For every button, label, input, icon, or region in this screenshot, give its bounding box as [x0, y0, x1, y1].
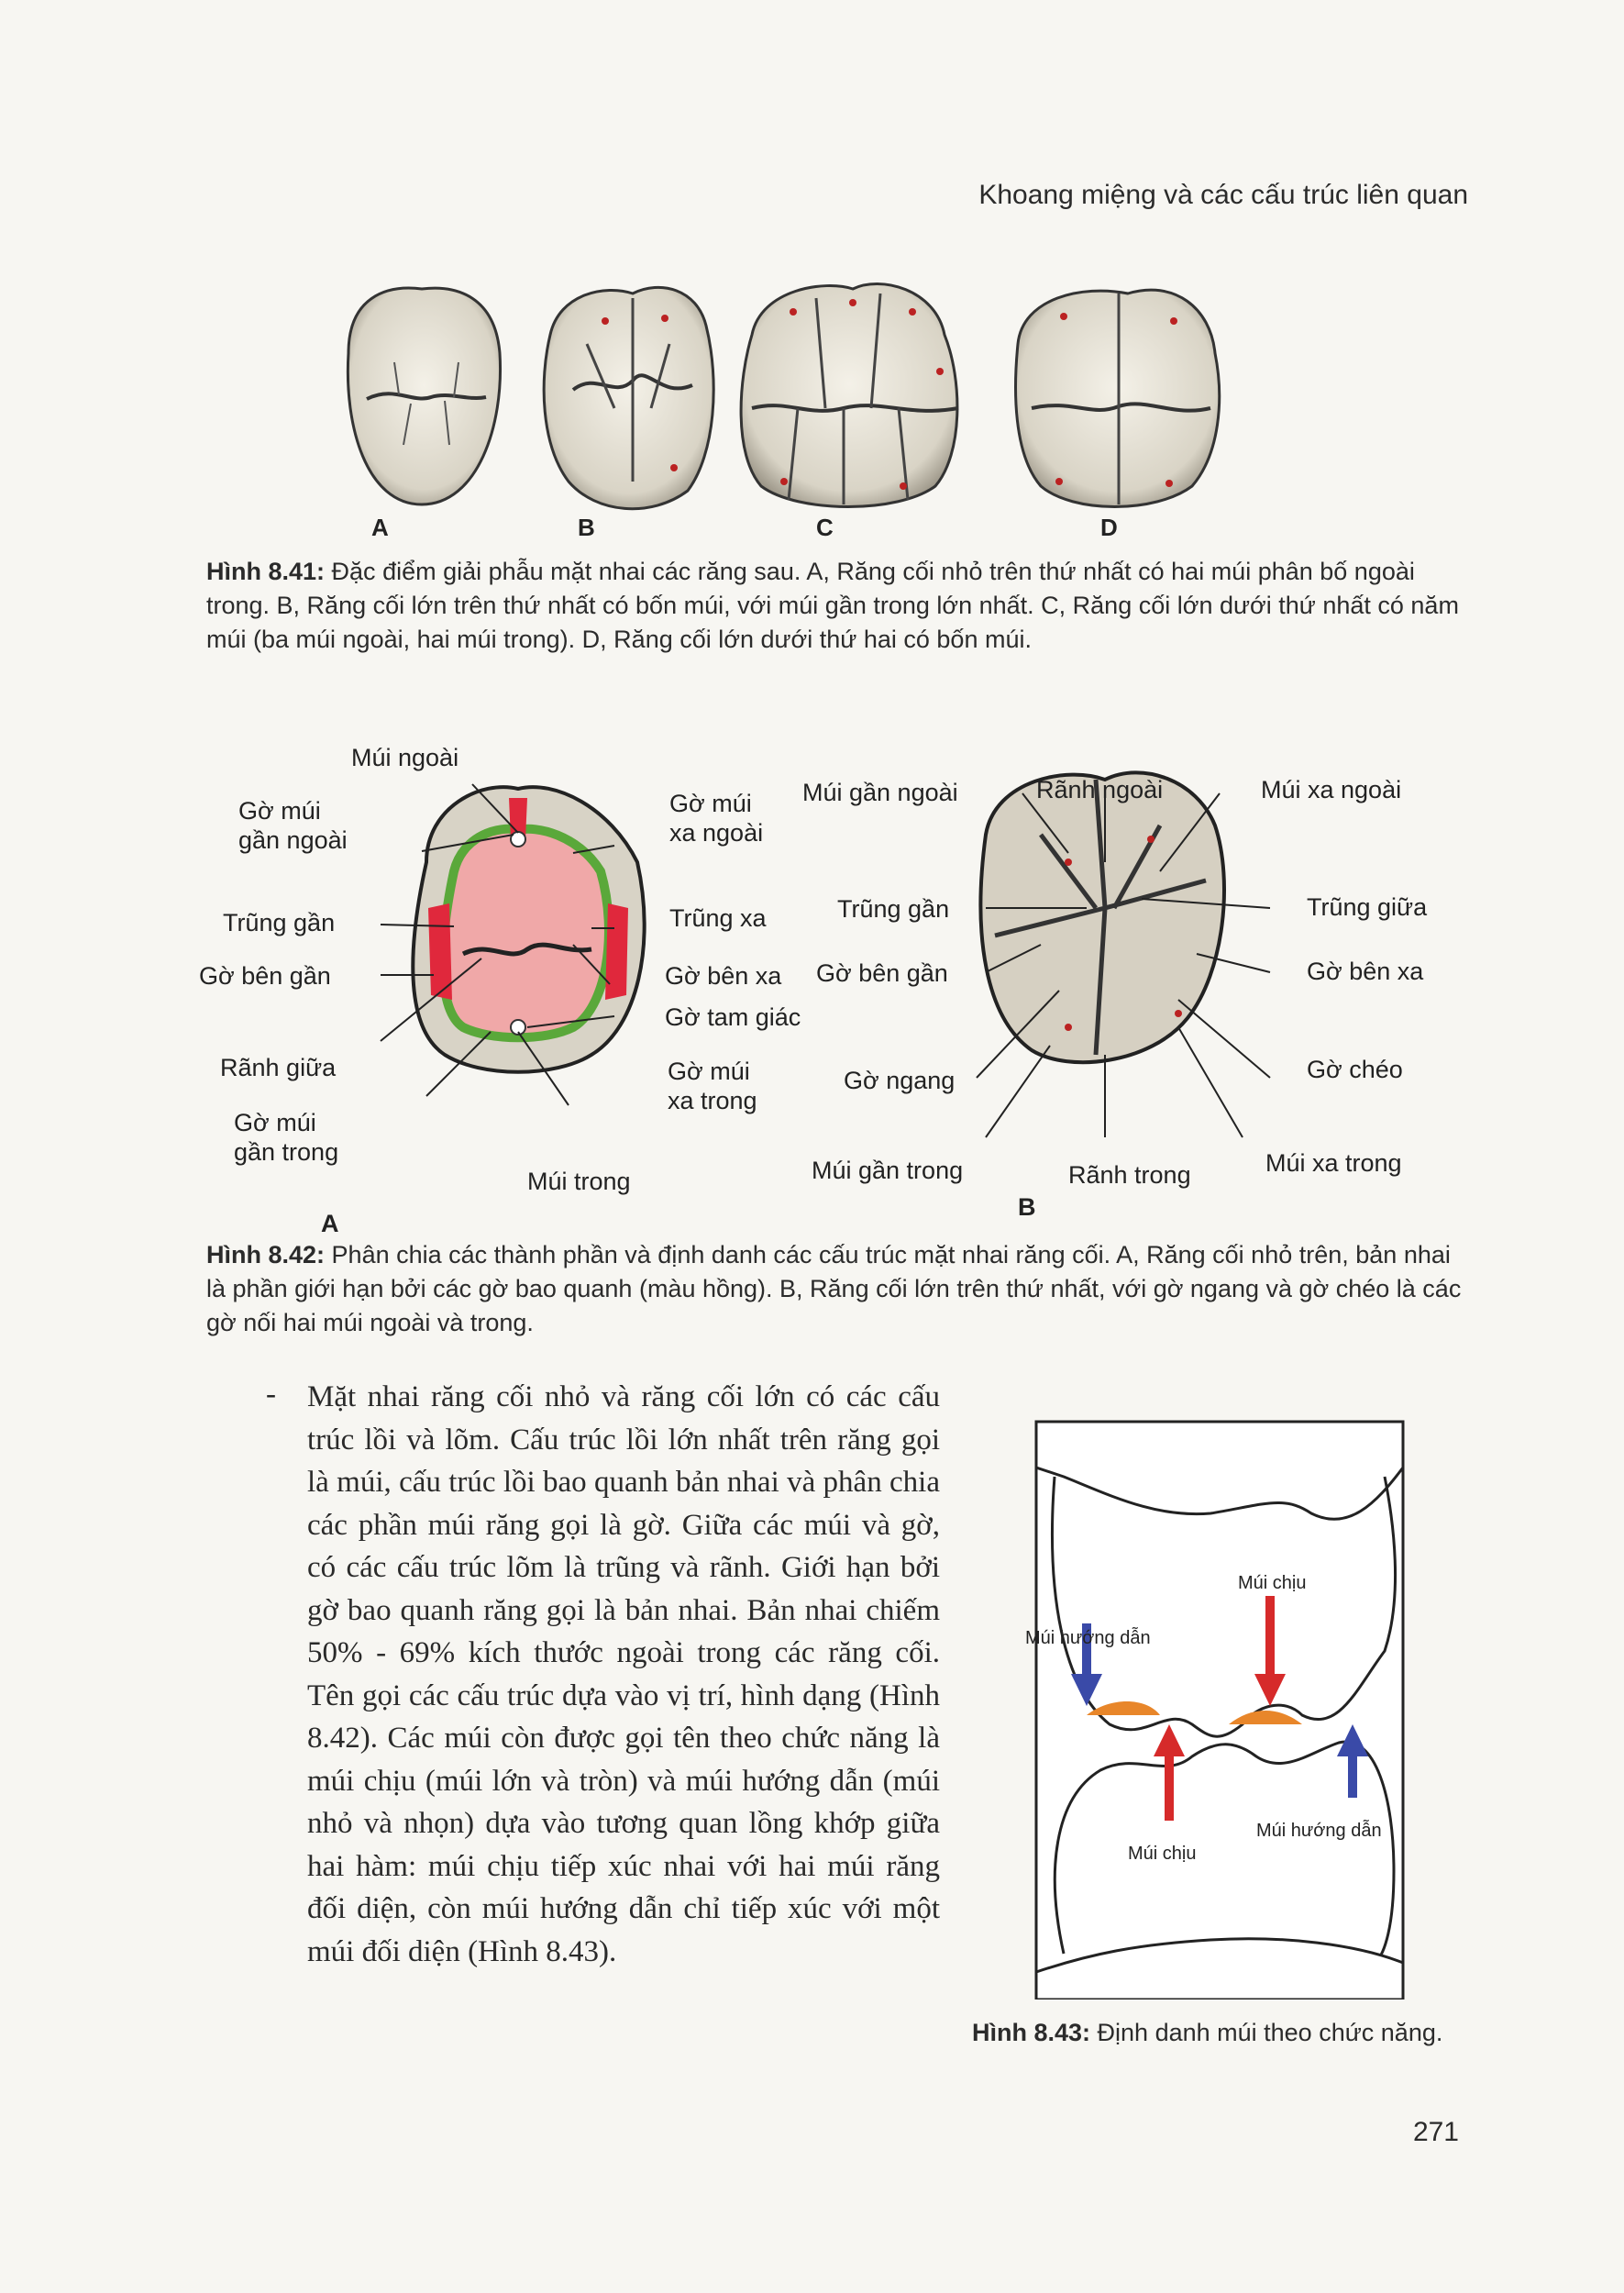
running-header: Khoang miệng và các cấu trúc liên quan: [978, 180, 1468, 210]
label-mui-huong-dan-left: Múi hướng dẫn: [1025, 1628, 1151, 1648]
label-ranh-trong: Rãnh trong: [1068, 1161, 1191, 1189]
label-go-mui-xa-trong: Gờ múi xa trong: [668, 1058, 757, 1114]
label-go-cheo: Gờ chéo: [1307, 1056, 1403, 1083]
caption-prefix: Hình 8.43:: [972, 2019, 1091, 2046]
tooth-b: [544, 287, 713, 508]
label-go-ben-xa-a: Gờ bên xa: [665, 962, 782, 990]
figure-8-43-diagram: [1009, 1412, 1421, 1999]
panel-label-d: D: [1100, 514, 1118, 541]
label-mui-chiu-bottom: Múi chịu: [1128, 1844, 1197, 1864]
label-mui-xa-ngoai: Múi xa ngoài: [1261, 776, 1402, 803]
label-go-ben-gan-b: Gờ bên gần: [816, 959, 948, 987]
label-mui-ngoai: Múi ngoài: [351, 744, 459, 771]
panel-label-b: B: [578, 514, 595, 541]
label-trung-gan-b: Trũng gần: [837, 895, 950, 923]
figure-8-42-caption: [206, 1238, 1467, 1340]
label-mui-gan-ngoai: Múi gần ngoài: [802, 779, 958, 806]
figure-8-42-diagram: [188, 725, 1490, 1238]
label-mui-huong-dan-right: Múi hướng dẫn: [1256, 1821, 1382, 1841]
body-paragraph: Mặt nhai răng cối nhỏ và răng cối lớn có các cấu trúc lồi và lõm. Cấu trúc lồi lớn nhất trên răng gọi là múi, cấu trúc lồi bao quanh bản nhai và phân chia các phần múi răng gọi là gờ. Giữa các múi và gờ, có các cấu trúc lõm là trũng và rãnh. Giới hạn bởi gờ bao quanh răng gọi là bản nhai. Bản nhai chiếm 50% - 69% kích thước ngoài trong các răng cối. Tên gọi các cấu trúc dựa vào vị trí, hình dạng (Hình 8.42). Các múi còn được gọi tên theo chức năng là múi chịu (múi lớn và tròn) và múi hướng dẫn (múi nhỏ và nhọn) dựa vào tương quan lồng khớp giữa hai hàm: múi chịu tiếp xúc nhai với hai múi răng đối diện, còn múi hướng dẫn chỉ tiếp xúc với một múi đối diện (Hình 8.43).: [307, 1380, 940, 1968]
label-mui-gan-trong: Múi gần trong: [812, 1157, 964, 1184]
panel-label-842-b: B: [1018, 1193, 1036, 1221]
label-go-ben-gan-a: Gờ bên gần: [199, 962, 331, 990]
label-mui-xa-trong: Múi xa trong: [1265, 1149, 1402, 1177]
label-mui-trong: Múi trong: [527, 1168, 631, 1195]
caption-text: Phân chia các thành phần và định danh các cấu trúc mặt nhai răng cối. A, Răng cối nhỏ trên, bản nhai là phần giới hạn bởi các gờ bao quanh (màu hồng). B, Răng cối lớn trên thứ nhất, với gờ ngang và gờ chéo là các gờ nối hai múi ngoài và trong.: [206, 1241, 1462, 1336]
caption-text: Định danh múi theo chức năng.: [1097, 2019, 1443, 2046]
label-go-mui-gan-ngoai: Gờ múi gần ngoài: [238, 797, 348, 854]
label-ranh-ngoai: Rãnh ngoài: [1036, 776, 1164, 803]
page-number: 271: [1412, 2117, 1459, 2147]
caption-prefix: Hình 8.42:: [206, 1241, 326, 1268]
panel-label-a: A: [371, 514, 389, 541]
label-mui-chiu-top: Múi chịu: [1238, 1573, 1307, 1593]
tooth-d: [1016, 290, 1220, 506]
label-go-mui-xa-ngoai: Gờ múi xa ngoài: [669, 790, 764, 847]
bullet-dash: -: [266, 1378, 276, 1411]
panel-label-c: C: [816, 514, 834, 541]
label-go-tam-giac: Gờ tam giác: [665, 1003, 801, 1031]
tooth-a: [348, 288, 500, 504]
label-trung-gan-a: Trũng gần: [223, 909, 336, 936]
label-trung-xa: Trũng xa: [669, 904, 767, 932]
figure-8-41-panel-labels: [330, 514, 1357, 550]
label-go-mui-gan-trong: Gờ múi gần trong: [234, 1109, 339, 1166]
label-go-ngang: Gờ ngang: [844, 1067, 956, 1094]
molar-diagram: [977, 772, 1270, 1137]
label-go-ben-xa-b: Gờ bên xa: [1307, 958, 1424, 985]
premolar-diagram: [381, 784, 645, 1105]
caption-text: Đặc điểm giải phẫu mặt nhai các răng sau. A, Răng cối nhỏ trên thứ nhất có hai múi phân bố ngoài trong. B, Răng cối lớn trên thứ nhất có bốn múi, với múi gần trong lớn nhất. C, Răng cối lớn dưới thứ nhất có năm múi (ba múi ngoài, hai múi trong). D, Răng cối lớn dưới thứ hai có bốn múi.: [206, 558, 1459, 653]
label-trung-giua: Trũng giữa: [1307, 893, 1428, 921]
panel-label-842-a: A: [321, 1210, 339, 1237]
tooth-sketches: [330, 271, 1357, 518]
tooth-c: [741, 283, 958, 506]
figure-8-41-illustration: [330, 271, 1357, 518]
label-ranh-giua: Rãnh giữa: [220, 1054, 337, 1081]
figure-8-43-caption: [972, 2016, 1467, 2050]
caption-prefix: Hình 8.41:: [206, 558, 326, 585]
figure-8-41-caption: [206, 555, 1467, 657]
